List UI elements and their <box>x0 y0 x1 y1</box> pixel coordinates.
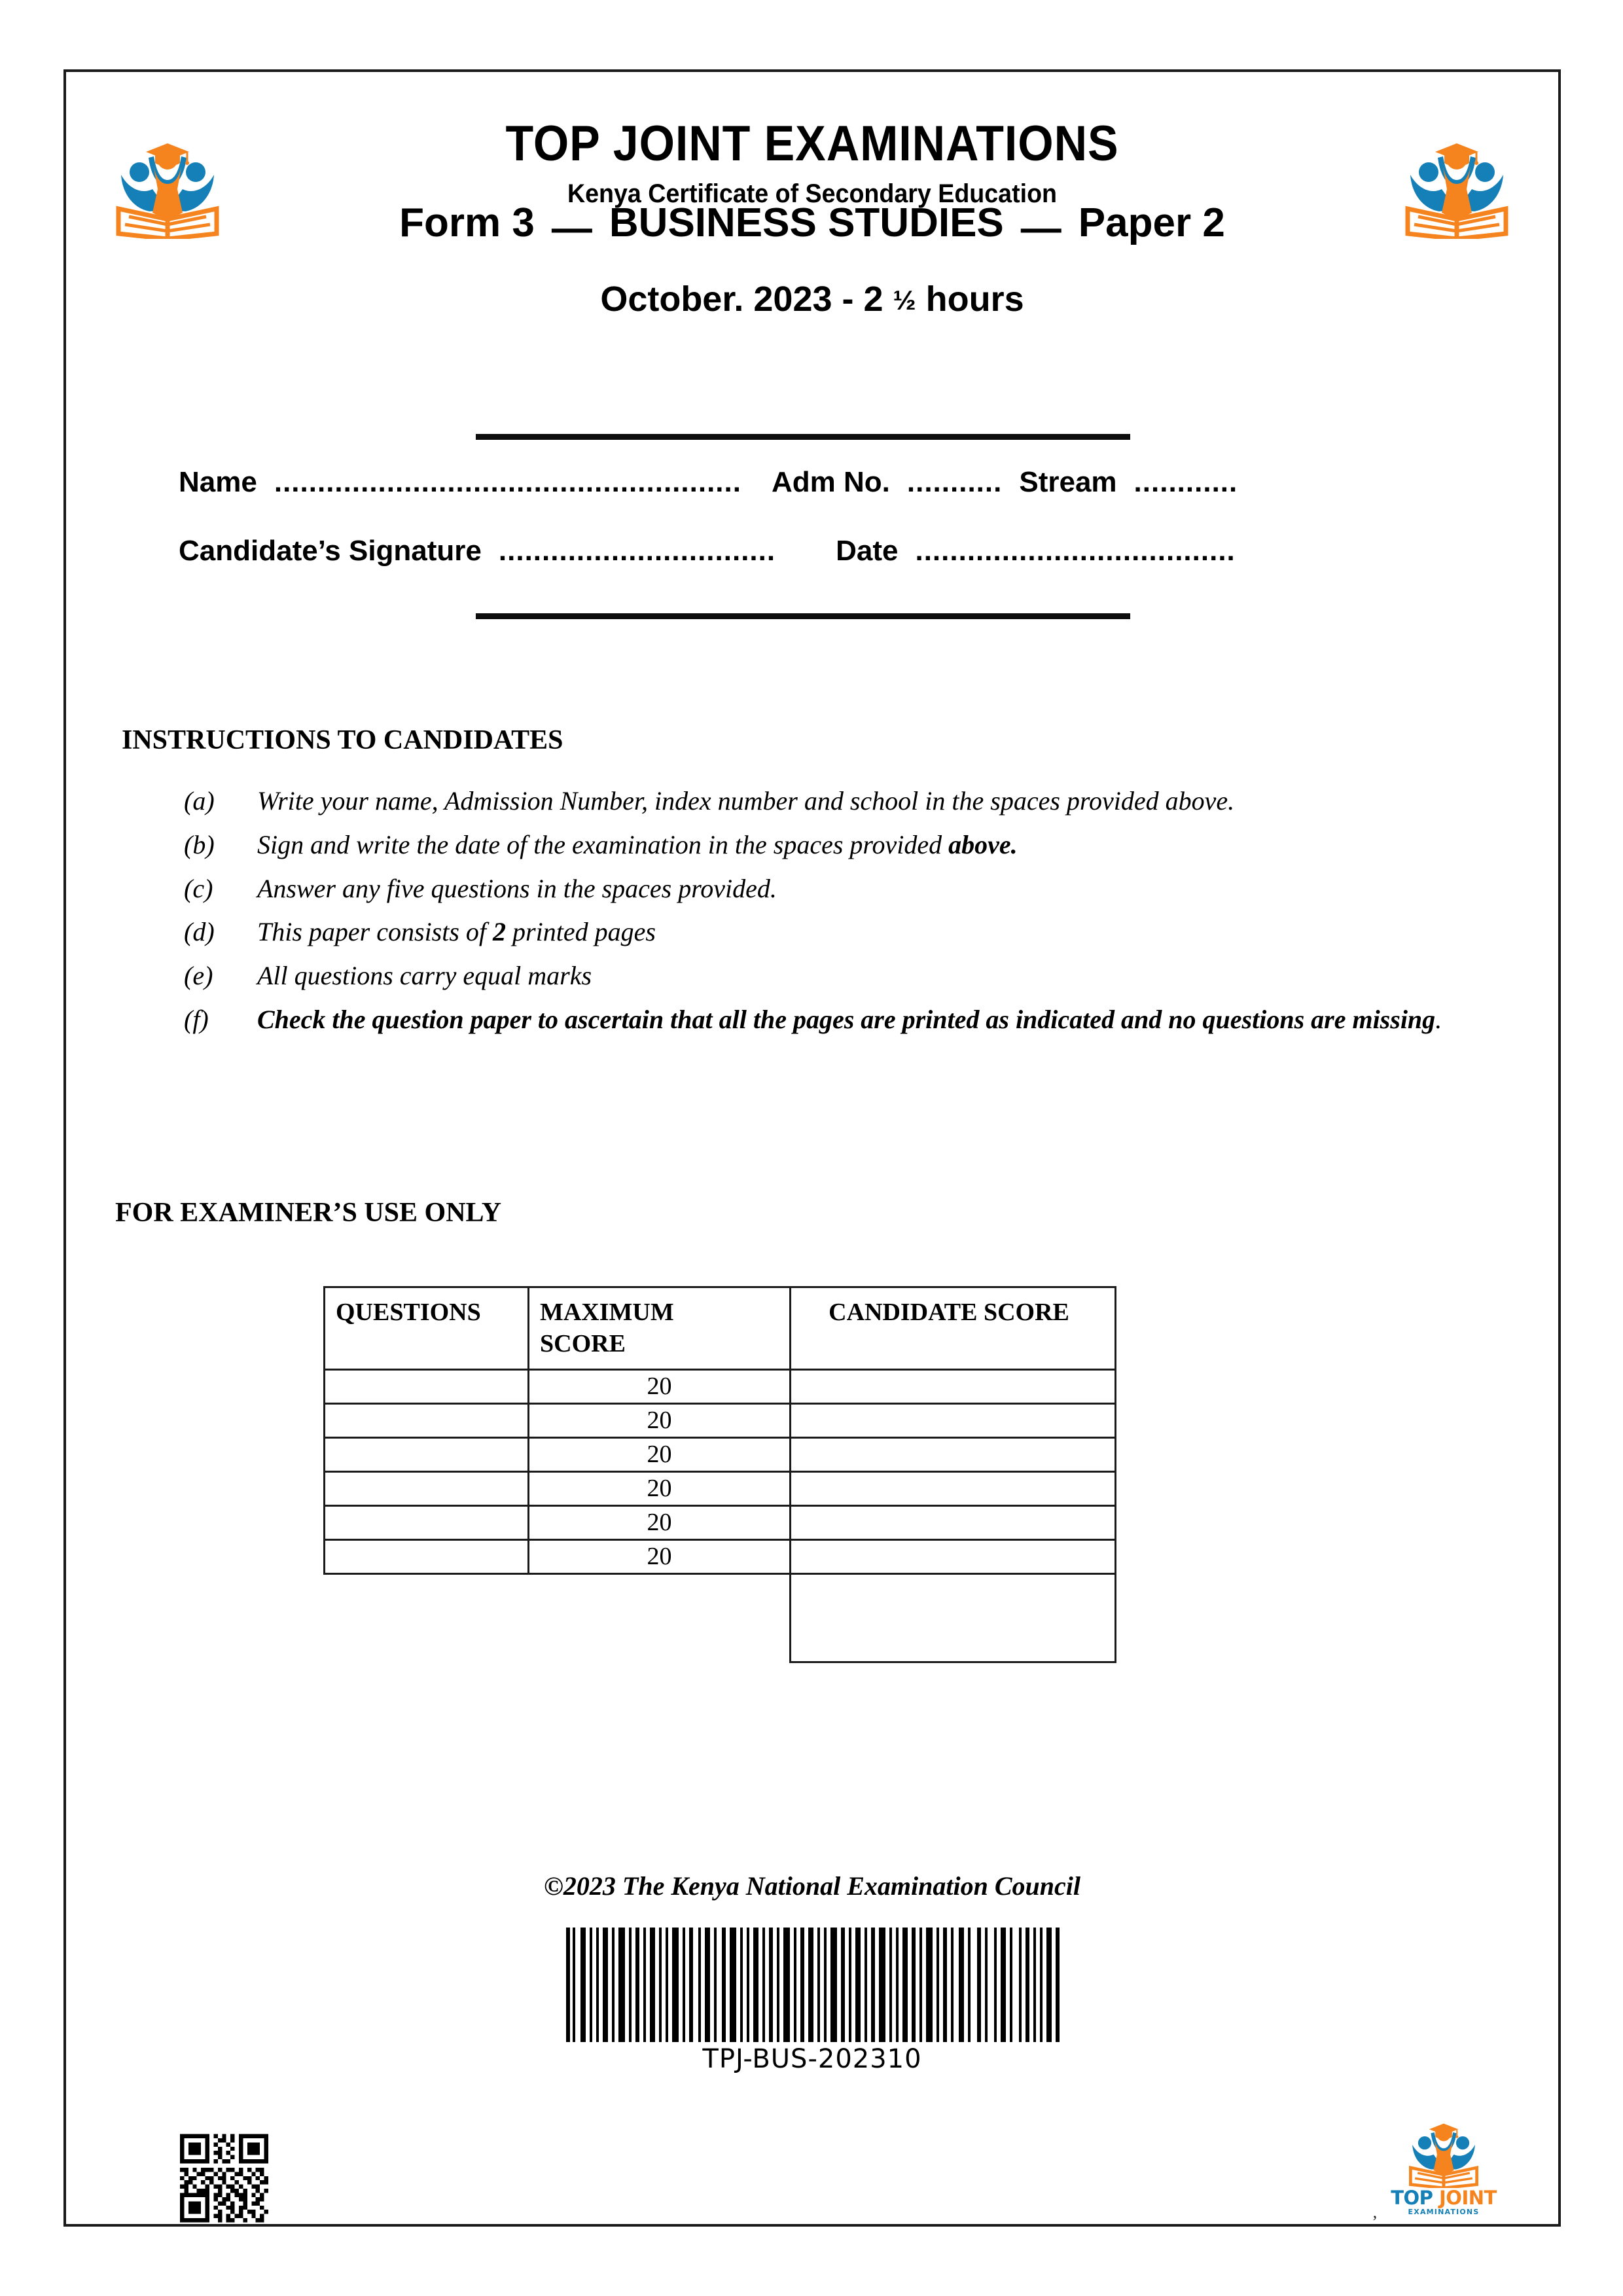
table-row <box>325 1540 1116 1574</box>
top-joint-logo-right <box>1401 134 1512 239</box>
form-label: Form 3 <box>399 200 535 245</box>
instruction-emphasis-b: above. <box>948 829 1018 859</box>
exam-date: October. 2023 - 2 <box>600 279 893 319</box>
dash-left: — <box>551 206 592 251</box>
total-max-score-cell <box>529 1574 791 1662</box>
candidate-score-cell[interactable] <box>791 1370 1116 1404</box>
instruction-marker-f: (f) <box>184 1004 209 1034</box>
instructions-heading: INSTRUCTIONS TO CANDIDATES <box>122 725 563 755</box>
instruction-text-f: Check the question paper to ascertain that all the pages are printed as indicated and no questions are missing. <box>257 1004 1442 1034</box>
column-header-maximum-score: MAXIMUM SCORE <box>529 1287 791 1370</box>
list-item <box>184 959 1480 994</box>
exam-date-duration <box>66 281 1558 317</box>
total-question-cell <box>325 1574 529 1662</box>
column-header-candidate-score: CANDIDATE SCORE <box>791 1287 1116 1370</box>
page-frame <box>63 69 1561 2231</box>
date-label: Date <box>836 535 899 567</box>
duration-unit: hours <box>916 279 1024 319</box>
brand-wordmark-sub: EXAMINATIONS <box>1408 2208 1480 2216</box>
total-candidate-score-cell[interactable] <box>791 1574 1116 1662</box>
exam-subtitle: Kenya Certificate of Secondary Education <box>567 179 1058 208</box>
candidate-signature-line <box>179 537 1461 565</box>
stream-label: Stream <box>1019 466 1117 498</box>
brand-wordmark <box>1385 2189 1503 2208</box>
subject-name: BUSINESS STUDIES <box>609 200 1004 245</box>
question-cell <box>325 1472 529 1506</box>
top-joint-logo-left <box>112 134 223 239</box>
question-cell <box>325 1370 529 1404</box>
dash-right: — <box>1020 206 1061 251</box>
table-row <box>325 1472 1116 1506</box>
header-divider-bottom <box>476 613 1130 619</box>
duration-fraction: ½ <box>893 285 916 315</box>
exam-header <box>66 72 1558 207</box>
brand-word-top: TOP <box>1391 2187 1433 2209</box>
max-score-cell: 20 <box>529 1506 791 1540</box>
instruction-marker-c: (c) <box>184 873 213 903</box>
question-cell <box>325 1404 529 1438</box>
copyright-notice: ©2023 The Kenya National Examination Council <box>544 1871 1080 1901</box>
table-total-row <box>325 1574 1116 1662</box>
header-divider-top <box>476 434 1130 440</box>
instruction-text-b: Sign and write the date of the examination in the spaces provided above. <box>257 829 1018 859</box>
list-item <box>184 915 1480 950</box>
candidate-score-cell[interactable] <box>791 1506 1116 1540</box>
max-score-cell: 20 <box>529 1540 791 1574</box>
instruction-emphasis-d: 2 <box>493 917 507 947</box>
max-score-cell: 20 <box>529 1472 791 1506</box>
instruction-marker-d: (d) <box>184 917 215 947</box>
question-cell <box>325 1438 529 1472</box>
brand-word-joint: JOINT <box>1439 2187 1497 2209</box>
candidate-score-cell[interactable] <box>791 1438 1116 1472</box>
table-row <box>325 1370 1116 1404</box>
question-cell <box>325 1506 529 1540</box>
max-score-cell: 20 <box>529 1438 791 1472</box>
name-label: Name <box>179 466 257 498</box>
list-item <box>184 1003 1480 1037</box>
column-header-questions: QUESTIONS <box>325 1287 529 1370</box>
table-row <box>325 1438 1116 1472</box>
instruction-text-c: Answer any five questions in the spaces provided. <box>257 873 777 903</box>
barcode-block <box>563 1928 1061 2072</box>
candidate-score-cell[interactable] <box>791 1404 1116 1438</box>
stray-apostrophe-mark: ’ <box>1372 2212 1378 2231</box>
candidate-identity-line <box>179 468 1461 497</box>
max-score-cell: 20 <box>529 1404 791 1438</box>
barcode-label: TPJ-BUS-202310 <box>702 2044 922 2074</box>
max-score-cell: 20 <box>529 1370 791 1404</box>
candidate-score-cell[interactable] <box>791 1540 1116 1574</box>
candidate-score-cell[interactable] <box>791 1472 1116 1506</box>
instruction-text-d: This paper consists of 2 printed pages <box>257 917 656 947</box>
adm-no-input[interactable]: ........... <box>906 466 1003 498</box>
score-table <box>323 1286 1116 1663</box>
paper-label: Paper 2 <box>1078 200 1225 245</box>
list-item <box>184 872 1480 906</box>
instruction-marker-b: (b) <box>184 829 215 859</box>
name-input[interactable]: ...................................................... <box>274 466 741 498</box>
question-cell <box>325 1540 529 1574</box>
adm-no-label: Adm No. <box>771 466 890 498</box>
examiner-heading: FOR EXAMINER’S USE ONLY <box>115 1198 502 1228</box>
list-item <box>184 784 1480 819</box>
table-row <box>325 1404 1116 1438</box>
footer-brand-logo <box>1385 2117 1503 2215</box>
instruction-text-a: Write your name, Admission Number, index number and school in the spaces provided above. <box>257 786 1235 816</box>
list-item <box>184 828 1480 863</box>
page-title: TOP JOINT EXAMINATIONS <box>505 116 1119 171</box>
date-input[interactable]: ..................................... <box>915 535 1236 567</box>
signature-input[interactable]: ................................ <box>498 535 776 567</box>
table-header-row <box>325 1287 1116 1370</box>
subject-row <box>66 200 1558 251</box>
stream-input[interactable]: ............ <box>1133 466 1238 498</box>
table-row <box>325 1506 1116 1540</box>
barcode-image <box>563 1928 1061 2042</box>
qr-code <box>180 2132 268 2224</box>
score-table-body <box>325 1370 1116 1662</box>
instruction-text-e: All questions carry equal marks <box>257 961 592 991</box>
instructions-list <box>184 784 1480 1047</box>
instruction-marker-a: (a) <box>184 786 215 816</box>
signature-label: Candidate’s Signature <box>179 535 482 567</box>
top-joint-logo-footer <box>1402 2117 1486 2188</box>
instruction-marker-e: (e) <box>184 961 213 991</box>
